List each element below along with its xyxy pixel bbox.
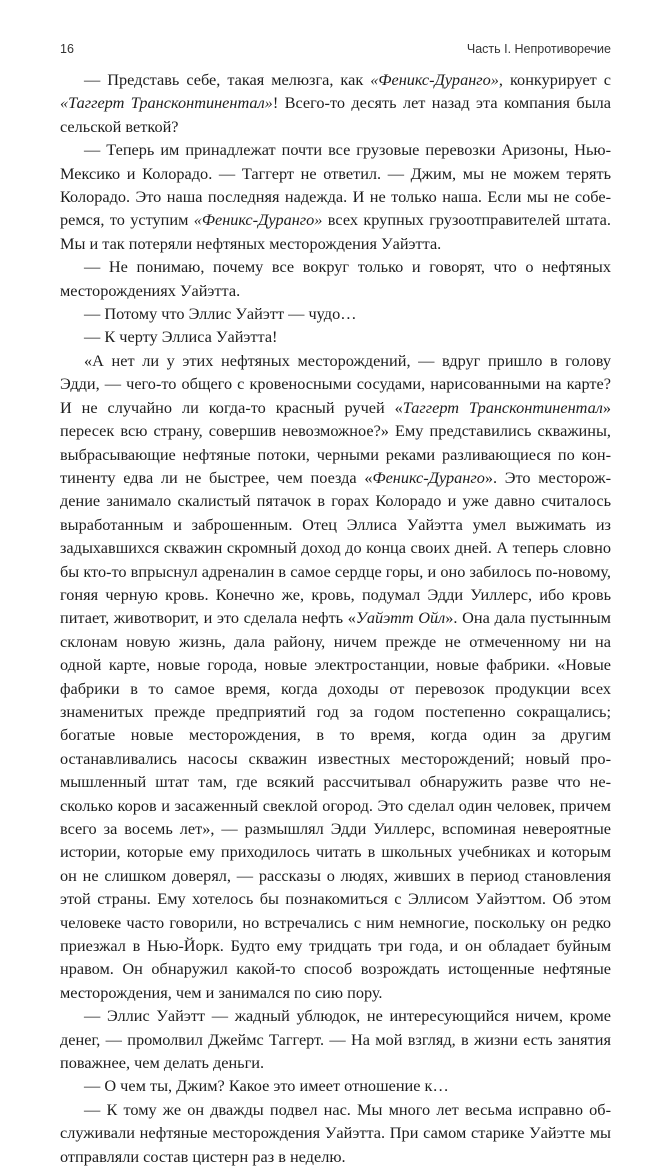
paragraph [60, 255, 611, 302]
text-run: — Эллис Уайэтт — жадный ублюдок, не интересующийся ничем, кроме денег, — промолвил Джеймс Таггерт. — На мой взгляд, в жизни есть занятия поважнее, чем делать деньги. [60, 1006, 611, 1073]
text-run: ». Она дала пустынным склонам новую жизнь, дала району, ничем прежде не отмеченному ни на одной карте, новые города, новые электростанции, новые фабрики. «Новые фабрики в то самое время, когда доходы от перевозок продукции всех знаменитых прежде предприятий год за годом постепенно сокращались; богатые новые месторождения, в то время, когда один за другим останавливались насосы скважин известных месторождений; новый промышленный штат там, где всякий рассчитывал обнаружить разве что несколько коров и засаженный свеклой огород. Это сделал один человек, причем всего за восемь лет», — размышлял Эдди Уиллерс, вспоминая невероятные истории, которые ему приходилось читать в школьных учебниках и которым он не слишком доверял, — рассказы о людях, живших в период становления этой страны. Ему хотелось бы познакомиться с Эллисом Уайэттом. Об этом человеке часто говорили, но встречались с ним немногие, поскольку он редко приезжал в Нью-Йорк. Будто ему тридцать три года, и он обладает буйным нравом. Он обнаружил какой-то способ возрождать истощенные нефтяные месторождения, чем и занимался по сию пору. [60, 608, 611, 1002]
text-run: — К тому же он дважды подвел нас. Мы много лет весьма исправно обслуживали нефтяные месторождения Уайэтта. При самом старике Уайэтте мы отправляли состав цистерн раз в неделю. [60, 1099, 611, 1166]
paragraph [60, 1074, 611, 1097]
italic-title: «Феникс-Дуранго» [193, 210, 323, 230]
text-run: — Потому что Эллис Уайэтт — чудо… [84, 304, 357, 324]
text-run: — Не понимаю, почему все вокруг только и говорят, что о нефтяных месторождениях Уайэтта. [60, 257, 611, 300]
text-run: » пересек всю страну, совершив невозможное?» Ему представились скважины, выбрасывающие нефтяные потоки, черными реками разливающиеся по континенту едва ли не быстрее, чем поезда « [60, 397, 611, 487]
text-run: «А нет ли у этих нефтяных месторождений, — вдруг пришло в голову Эдди, — чего-то общего с кровеносными сосудами, нарисованными на карте? И не случайно ли когда-то красный ручей « [60, 350, 611, 417]
text-run: ! Всего-то десять лет назад эта компания была сельской веткой? [60, 93, 611, 136]
page-number: 16 [60, 42, 74, 56]
italic-title: Таггерт Трансконтинентал [402, 397, 603, 417]
italic-title: «Феникс-Дуранго» [370, 70, 499, 89]
text-run: всех крупных грузоотправителей штата. Мы и так потеряли нефтяных месторождения Уайэтта. [60, 210, 611, 253]
italic-title: Уайэтт Ойл [355, 608, 446, 628]
paragraph [60, 325, 611, 348]
text-run: , конкурирует с [498, 70, 611, 89]
paragraph [60, 1098, 611, 1168]
text-run: ». Это месторождение занимало скалистый пятачок в горах Колорадо и уже давно считалось выработанным и заброшенным. Отец Эллиса Уайэтта умел выжимать из задыхавшихся скважин скромный доход до конца своих дней. А теперь словно бы кто-то впрыснул адреналин в самое сердце горы, и оно забилось по-новому, гоняя черную кровь. Конечно же, кровь, подумал Эдди Уиллерс, ибо кровь питает, животворит, и это сделала нефть « [60, 467, 612, 628]
page-header [60, 42, 611, 56]
paragraph [60, 302, 611, 325]
text-run: — Представь себе, такая мелюзга, как [84, 70, 371, 89]
paragraph [60, 349, 611, 1004]
running-title: Часть I. Непротиворечие [466, 42, 611, 56]
italic-title: «Таггерт Трансконтинентал» [60, 93, 273, 113]
text-run: — Теперь им принадлежат почти все грузовые перевозки Аризоны, Нью-Мексико и Колорадо. — Таггерт не ответил. — Джим, мы не можем терять Колорадо. Это наша последняя надежда. И не только наша. Если мы не соберемся, то уступим [60, 140, 611, 230]
body-text [60, 68, 611, 1168]
paragraph [60, 138, 611, 255]
text-run: — К черту Эллиса Уайэтта! [84, 327, 278, 347]
text-run: — О чем ты, Джим? Какое это имеет отношение к… [84, 1076, 449, 1096]
italic-title: Феникс-Дуранго [372, 467, 485, 487]
paragraph [60, 68, 611, 138]
paragraph [60, 1004, 611, 1074]
